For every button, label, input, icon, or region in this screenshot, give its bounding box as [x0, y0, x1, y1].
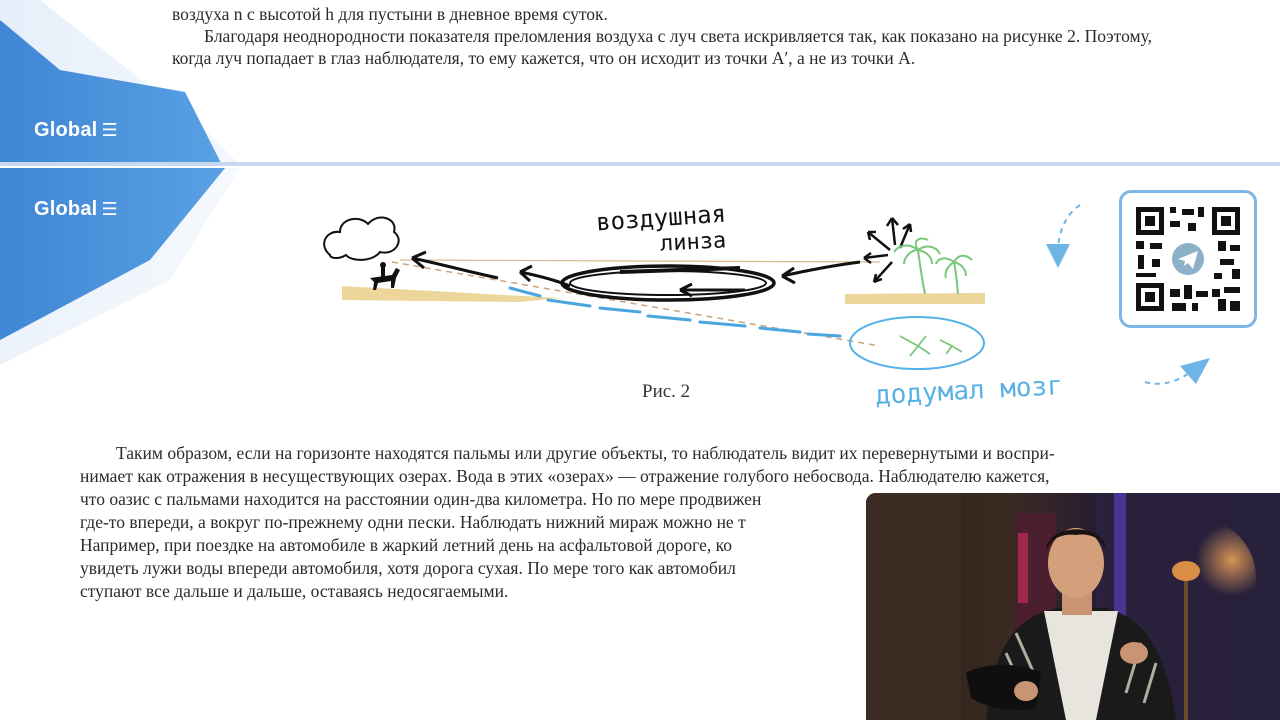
body-line-1: Таким образом, если на горизонте находятся пальмы или другие объекты, то наблюдатель видит их перевернутыми и воспри-: [116, 443, 1055, 463]
sand-right: [845, 293, 985, 304]
body-line-5: Например, при поездке на автомобиле в жаркий летний день на асфальтовой дороге, ко: [80, 535, 732, 555]
body-line-7: ступают все дальше и дальше, оставаясь недосягаемыми.: [80, 581, 509, 601]
ray-line: [400, 260, 880, 262]
horse-rider-icon: [370, 262, 400, 290]
menu-lines-icon: ☰: [101, 120, 118, 140]
brand-label: Global: [34, 119, 98, 141]
brand-label: Global: [34, 198, 98, 220]
presenter-camera-feed: [866, 493, 1280, 720]
figure-caption: Рис. 2: [642, 381, 691, 402]
handwritten-label-lens: линза: [659, 228, 727, 257]
doc-line-1: воздуха n с высотой h для пустыни в дневное время суток.: [172, 4, 608, 24]
light-source-arrows: [864, 218, 911, 282]
qr-code-icon: [1122, 193, 1254, 325]
mirage-oasis-reflection: [850, 317, 984, 369]
telegram-qr-card[interactable]: [1119, 190, 1257, 328]
handwritten-label-brain: додумал мозг: [874, 371, 1064, 411]
body-line-6: увидеть лужи воды впереди автомобиля, хотя дорога сухая. По мере того как автомобил: [80, 558, 736, 578]
doc-line-3: когда луч попадает в глаз наблюдателя, то ему кажется, что он исходит из точки A′, а не из точки A.: [172, 48, 916, 68]
handwritten-label-air: воздушная: [595, 199, 727, 237]
presenter-video[interactable]: [866, 493, 1280, 720]
doc-line-2: Благодаря неоднородности показателя преломления воздуха c луч света искривляется так, как показано на рисунке 2. Поэтому,: [204, 26, 1152, 46]
body-line-2: нимает как отражения в несуществующих озерах. Вода в этих «озерах» — отражение голубого небосвода. Наблюдателю кажется,: [80, 466, 1050, 486]
palm-trees: [894, 238, 972, 294]
body-line-4: где-то впереди, а вокруг по-прежнему одни пески. Наблюдать нижний мираж можно не т: [80, 512, 746, 532]
menu-lines-icon: ☰: [101, 199, 118, 219]
tree-sketch: [324, 218, 399, 260]
body-line-3: что оазис с пальмами находится на расстоянии один-два километра. Но по мере продвижен: [80, 489, 762, 509]
